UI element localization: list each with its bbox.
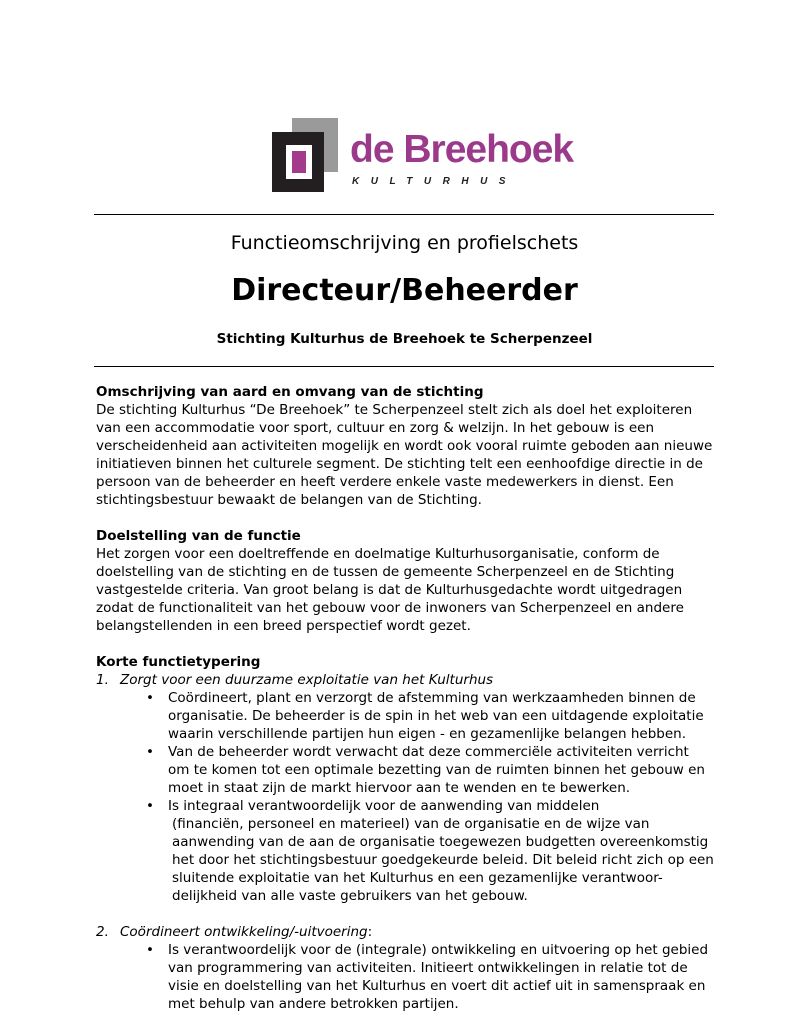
paragraph-line: initiatieven binnen het culturele segment. De stichting telt een eenhoofdige directie in de (96, 456, 703, 472)
document-body (96, 383, 726, 1013)
bullet-item: • Coördineert, plant en verzorgt de afstemming van werkzaamheden binnen de organisatie. De beheerder is de spin in het web van een uitdagende exploitatie waarin verschillende partijen hun eigen - en gezamenlijke belangen hebben. (168, 689, 726, 743)
numbered-item: 2. Coördineert ontwikkeling/-uitvoering: (96, 924, 373, 940)
document-title: Directeur/Beheerder (231, 273, 578, 308)
logo-brand-text: de Breehoek (350, 128, 574, 171)
paragraph-line: De stichting Kulturhus “De Breehoek” te Scherpenzeel stelt zich als doel het exploiteren (96, 402, 693, 418)
logo-square-purple (292, 151, 306, 173)
logo-sub-text: KULTURHUS (352, 176, 517, 187)
top-divider (94, 214, 714, 215)
paragraph-line: verscheidenheid aan activiteiten mogelijk en wordt ook vooral ruimte geboden aan nieuwe (96, 438, 713, 454)
paragraph-line: stichtingsbestuur bewaakt de belangen van de Stichting. (96, 492, 482, 508)
paragraph-line: doelstelling van de stichting en de tussen de gemeente Scherpenzeel en de Stichting (96, 564, 675, 580)
organisation-line: Stichting Kulturhus de Breehoek te Scherpenzeel (216, 331, 593, 347)
bullet-item: • Is integraal verantwoordelijk voor de aanwending van middelen (financiën, personeel en materieel) van de organisatie en de wijze van aanwending van de aan de organisatie toegewezen budgetten overeenkomstig het door het stichtingsbestuur goedgekeurde beleid. Dit beleid richt zich op een sluitende exploitatie van het Kulturhus en een gezamenlijke verantwoor- delijkheid van alle vaste gebruikers van het gebouw. (168, 797, 726, 905)
logo (272, 118, 572, 198)
numbered-item-text: Coördineert ontwikkeling/-uitvoering (120, 924, 368, 940)
paragraph-line: vastgestelde criteria. Van groot belang is dat de Kulturhusgedachte wordt uitgedragen (96, 582, 683, 598)
bullet-item: • Van de beheerder wordt verwacht dat deze commerciële activiteiten verricht om te komen tot een optimale bezetting van de ruimten binnen het gebouw en moet in staat zijn de markt hiervoor aan te wenden en te bewerken. (168, 743, 726, 797)
paragraph-line: persoon van de beheerder en heeft verdere enkele vaste medewerkers in dienst. Een (96, 474, 674, 490)
bullet-item: • Is verantwoordelijk voor de (integrale) ontwikkeling en uitvoering op het gebied van programmering van activiteiten. Initieert ontwikkelingen in relatie tot de visie en doelstelling van het Kulturhus en voert dit actief uit in samenspraak en met behulp van andere betrokken partijen. (168, 941, 726, 1013)
paragraph-line: belangstellenden in een breed perspectief wordt gezet. (96, 618, 471, 634)
document-subtitle: Functieomschrijving en profielschets (230, 232, 579, 254)
section-heading: Korte functietypering (96, 654, 261, 670)
paragraph-line: van een accommodatie voor sport, cultuur en zorg & welzijn. In het gebouw is een (96, 420, 655, 436)
numbered-item-text: Zorgt voor een duurzame exploitatie van het Kulturhus (120, 672, 494, 688)
section-heading: Omschrijving van aard en omvang van de stichting (96, 384, 484, 400)
paragraph-line: zodat de functionaliteit van het gebouw voor de inwoners van Scherpenzeel en andere (96, 600, 684, 616)
numbered-item: 1. Zorgt voor een duurzame exploitatie van het Kulturhus (96, 672, 494, 688)
header-divider (94, 366, 714, 367)
paragraph-line: Het zorgen voor een doeltreffende en doelmatige Kulturhusorganisatie, conform de (96, 546, 660, 562)
section-heading: Doelstelling van de functie (96, 528, 301, 544)
